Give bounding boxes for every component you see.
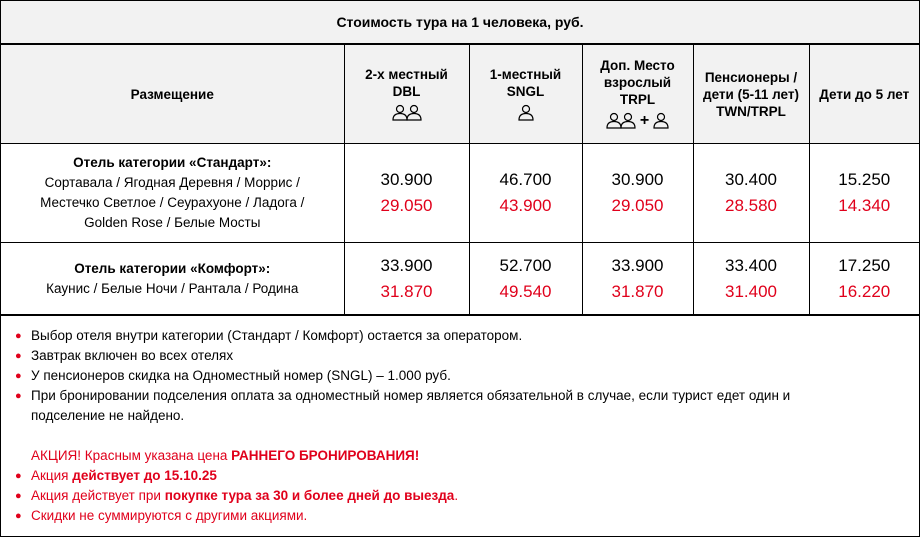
col-placement: Размещение bbox=[1, 45, 344, 144]
row-comfort bbox=[1, 243, 919, 315]
hotel-category-name: Отель категории «Комфорт»: bbox=[74, 260, 271, 276]
col-kids: Дети до 5 лет bbox=[809, 45, 919, 144]
note-item: ● Выбор отеля внутри категории (Стандарт / Комфорт) остается за оператором. bbox=[15, 326, 919, 346]
col-pens-line2: дети (5-11 лет) bbox=[703, 86, 799, 102]
col-dbl-line1: 2-х местный bbox=[365, 66, 448, 82]
price-table bbox=[1, 44, 919, 315]
price-cell-kids bbox=[809, 243, 919, 315]
col-sngl-line2: SNGL bbox=[506, 83, 545, 99]
price-cell-dbl bbox=[344, 144, 469, 243]
early-price: 29.050 bbox=[611, 196, 664, 215]
note-text: При бронировании подселения оплата за одноместный номер является обязательной в случае, если турист едет один и bbox=[31, 388, 791, 403]
hotel-list-line: Golden Rose / Белые Мосты bbox=[84, 215, 261, 230]
hotel-list-line: Местечко Светлое / Сеурахуоне / Ладога / bbox=[40, 195, 305, 210]
promo-item-bold: действует до 15.10.25 bbox=[72, 468, 217, 483]
notes-section bbox=[1, 315, 919, 537]
notes-list bbox=[1, 316, 919, 426]
promo-item-bold: покупке тура за 30 и более дней до выезда bbox=[164, 488, 455, 503]
hotel-list-line: Сортавала / Ягодная Деревня / Моррис / bbox=[44, 175, 300, 190]
price: 15.250 bbox=[838, 170, 891, 189]
promo-item bbox=[15, 466, 919, 486]
price-cell-sngl bbox=[469, 144, 582, 243]
early-price: 31.870 bbox=[380, 281, 433, 301]
price: 33.900 bbox=[611, 255, 664, 275]
price: 33.900 bbox=[380, 255, 433, 275]
price: 52.700 bbox=[499, 255, 552, 275]
promo-item-text: Акция bbox=[31, 468, 73, 483]
early-price: 16.220 bbox=[838, 281, 891, 301]
promo-item bbox=[15, 506, 919, 526]
early-price: 43.900 bbox=[499, 196, 552, 215]
price-cell-dbl bbox=[344, 243, 469, 315]
hotel-list-line: Каунис / Белые Ночи / Рантала / Родина bbox=[46, 280, 299, 296]
price: 46.700 bbox=[499, 170, 552, 189]
promo-heading bbox=[1, 446, 919, 466]
row-standard bbox=[1, 144, 919, 243]
person-icon bbox=[470, 103, 582, 123]
note-item: ● Завтрак включен во всех отелях bbox=[15, 346, 919, 366]
col-trpl-line3: TRPL bbox=[619, 92, 656, 107]
col-trpl-line2: взрослый bbox=[603, 75, 672, 90]
promo-lead-bold: РАННЕГО БРОНИРОВАНИЯ! bbox=[231, 448, 420, 463]
note-item: ● У пенсионеров скидка на Одноместный номер (SNGL) – 1.000 руб. bbox=[15, 366, 919, 386]
col-pensioners bbox=[693, 45, 809, 144]
price: 17.250 bbox=[838, 255, 891, 275]
promo-list bbox=[1, 466, 919, 526]
early-price: 28.580 bbox=[725, 196, 777, 215]
price-cell-sngl bbox=[469, 243, 582, 315]
hotel-category-name: Отель категории «Стандарт»: bbox=[73, 155, 272, 170]
col-trpl-line1: Доп. Место bbox=[600, 58, 675, 73]
price: 30.900 bbox=[380, 170, 433, 189]
col-pens-line3: TWN/TRPL bbox=[716, 103, 786, 119]
early-price: 49.540 bbox=[499, 281, 552, 301]
price-cell-trpl bbox=[582, 243, 693, 315]
price-cell-pensioners bbox=[693, 243, 809, 315]
two-persons-plus-person-icon bbox=[583, 111, 693, 131]
promo-item-text: Скидки не суммируются с другими акциями. bbox=[31, 508, 308, 523]
note-text-continued: подселение не найдено. bbox=[31, 408, 185, 423]
promo-item-text: Акция действует при bbox=[31, 488, 165, 503]
early-price: 29.050 bbox=[380, 196, 433, 215]
plus-sign: + bbox=[639, 112, 650, 129]
col-dbl bbox=[344, 45, 469, 144]
col-sngl bbox=[469, 45, 582, 144]
price-cell-pensioners bbox=[693, 144, 809, 243]
promo-item bbox=[15, 486, 919, 506]
header-row bbox=[1, 45, 919, 144]
note-item bbox=[15, 386, 919, 426]
col-trpl bbox=[582, 45, 693, 144]
price-cell-trpl bbox=[582, 144, 693, 243]
col-pens-line1: Пенсионеры / bbox=[704, 69, 798, 85]
promo-lead: АКЦИЯ! Красным указана цена bbox=[31, 448, 232, 463]
price-cell-kids bbox=[809, 144, 919, 243]
table-title: Стоимость тура на 1 человека, руб. bbox=[1, 1, 919, 44]
hotel-cell bbox=[1, 144, 344, 243]
early-price: 31.870 bbox=[611, 281, 664, 301]
price: 30.900 bbox=[611, 170, 664, 189]
early-price: 14.340 bbox=[838, 196, 891, 215]
price: 30.400 bbox=[725, 170, 777, 189]
hotel-cell bbox=[1, 243, 344, 315]
price: 33.400 bbox=[725, 255, 777, 275]
col-dbl-line2: DBL bbox=[392, 83, 421, 99]
col-sngl-line1: 1-местный bbox=[489, 66, 562, 82]
two-persons-icon bbox=[345, 103, 469, 123]
early-price: 31.400 bbox=[725, 281, 777, 301]
promo-item-tail: . bbox=[454, 488, 459, 503]
